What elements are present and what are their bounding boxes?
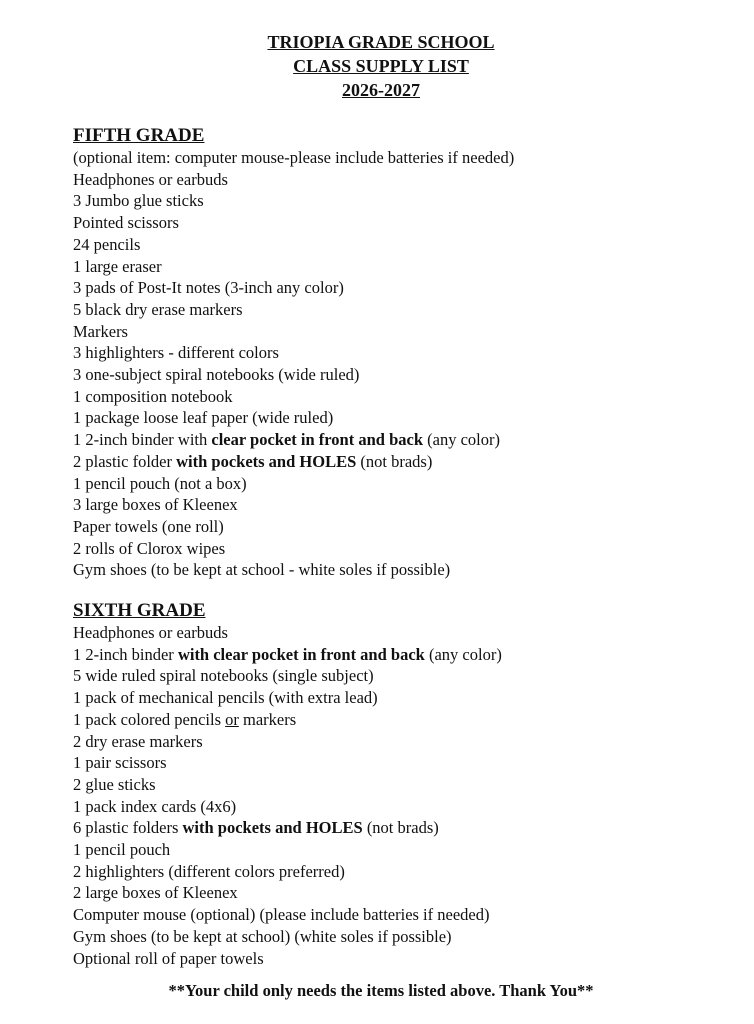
item-text: 1 package loose leaf paper (wide ruled)	[73, 408, 334, 428]
item-text: Headphones or earbuds	[73, 623, 228, 642]
item-text: 1 pack index cards (4x6)	[73, 796, 237, 816]
school-name: TRIOPIA GRADE SCHOOL	[267, 32, 495, 52]
supply-item	[73, 796, 733, 818]
item-text: 2 highlighters (different colors preferred)	[73, 861, 345, 881]
supply-item	[73, 277, 733, 299]
supply-item	[73, 321, 733, 343]
item-text: markers	[238, 709, 297, 729]
supply-item	[73, 364, 733, 386]
item-text: 2 glue sticks	[73, 774, 156, 794]
sixth-grade-list	[73, 622, 733, 969]
supply-item	[73, 473, 733, 495]
item-text: Markers	[73, 321, 128, 341]
item-text: Gym shoes (to be kept at school - white soles if possible)	[73, 560, 451, 580]
supply-item	[73, 882, 733, 904]
supply-item	[73, 839, 733, 861]
item-text: 1 pack colored pencils	[73, 709, 226, 729]
item-text: 1 2-inch binder	[73, 644, 178, 664]
supply-item	[73, 709, 733, 731]
supply-item	[73, 861, 733, 883]
bold-text: with pockets and HOLES	[182, 818, 363, 838]
item-text: 1 pencil pouch (not a box)	[73, 473, 247, 493]
school-year: 2026-2027	[342, 80, 420, 100]
item-text: 2 plastic folder	[73, 451, 177, 471]
item-text: Paper towels (one roll)	[73, 516, 224, 536]
supply-item	[73, 622, 733, 644]
supply-item	[73, 774, 733, 796]
item-text: 24 pencils	[73, 234, 141, 254]
item-text: Gym shoes (to be kept at school) (white soles if possible)	[73, 926, 452, 946]
supply-item	[73, 147, 733, 169]
item-text: 2 rolls of Clorox wipes	[73, 538, 226, 558]
fifth-grade-heading: FIFTH GRADE	[73, 125, 205, 146]
item-text: 1 pencil pouch	[73, 840, 171, 860]
list-title: CLASS SUPPLY LIST	[293, 56, 469, 76]
supply-item	[73, 752, 733, 774]
footer-note: **Your child only needs the items listed above. Thank You**	[168, 981, 594, 1000]
item-text: Pointed scissors	[73, 213, 179, 233]
supply-item	[73, 256, 733, 278]
item-text: (optional item: computer mouse-please include batteries if needed)	[73, 148, 515, 167]
item-text: 5 wide ruled spiral notebooks (single subject)	[73, 666, 374, 686]
sixth-grade-heading: SIXTH GRADE	[73, 600, 206, 621]
supply-item	[73, 386, 733, 408]
item-text: (any color)	[423, 430, 500, 450]
item-text: 3 pads of Post-It notes (3-inch any color)	[73, 278, 344, 298]
sixth-grade-section	[73, 600, 733, 969]
item-text: 1 large eraser	[73, 256, 162, 276]
supply-item	[73, 169, 733, 191]
item-text: 2 large boxes of Kleenex	[73, 883, 238, 903]
fifth-grade-section	[73, 125, 733, 581]
supply-item	[73, 342, 733, 364]
supply-item	[73, 538, 733, 560]
supply-item	[73, 451, 733, 473]
item-text: 1 pair scissors	[73, 753, 167, 773]
item-text: Computer mouse (optional) (please include batteries if needed)	[73, 905, 490, 925]
supply-item	[73, 948, 733, 970]
item-text: 1 pack of mechanical pencils (with extra lead)	[73, 688, 378, 708]
item-text: 1 composition notebook	[73, 386, 233, 406]
bold-text: with pockets and HOLES	[176, 451, 357, 471]
supply-item	[73, 904, 733, 926]
supply-item	[73, 687, 733, 709]
supply-item	[73, 407, 733, 429]
supply-item	[73, 926, 733, 948]
supply-item	[73, 234, 733, 256]
item-text: 2 dry erase markers	[73, 731, 203, 751]
item-text: (not brads)	[356, 451, 433, 471]
item-text: 3 one-subject spiral notebooks (wide ruled)	[73, 365, 360, 385]
item-text: 3 large boxes of Kleenex	[73, 495, 238, 515]
underlined-text: or	[225, 709, 239, 729]
item-text: (not brads)	[362, 818, 439, 838]
supply-item	[73, 190, 733, 212]
bold-text: clear pocket in front and back	[211, 430, 423, 450]
bold-text: with clear pocket in front and back	[177, 644, 425, 664]
fifth-grade-list	[73, 147, 733, 581]
supply-item	[73, 559, 733, 581]
supply-item	[73, 644, 733, 666]
item-text: (any color)	[424, 644, 502, 664]
supply-item	[73, 516, 733, 538]
item-text: 6 plastic folders	[73, 818, 183, 838]
item-text: Headphones or earbuds	[73, 169, 228, 189]
supply-item	[73, 731, 733, 753]
item-text: 5 black dry erase markers	[73, 299, 243, 319]
item-text: Optional roll of paper towels	[73, 948, 264, 968]
supply-item	[73, 212, 733, 234]
supply-item	[73, 817, 733, 839]
document-header	[0, 30, 754, 102]
supply-item	[73, 494, 733, 516]
supply-item	[73, 665, 733, 687]
supply-item	[73, 429, 733, 451]
supply-item	[73, 299, 733, 321]
item-text: 3 Jumbo glue sticks	[73, 191, 204, 211]
item-text: 3 highlighters - different colors	[73, 343, 279, 363]
item-text: 1 2-inch binder with	[73, 430, 212, 450]
